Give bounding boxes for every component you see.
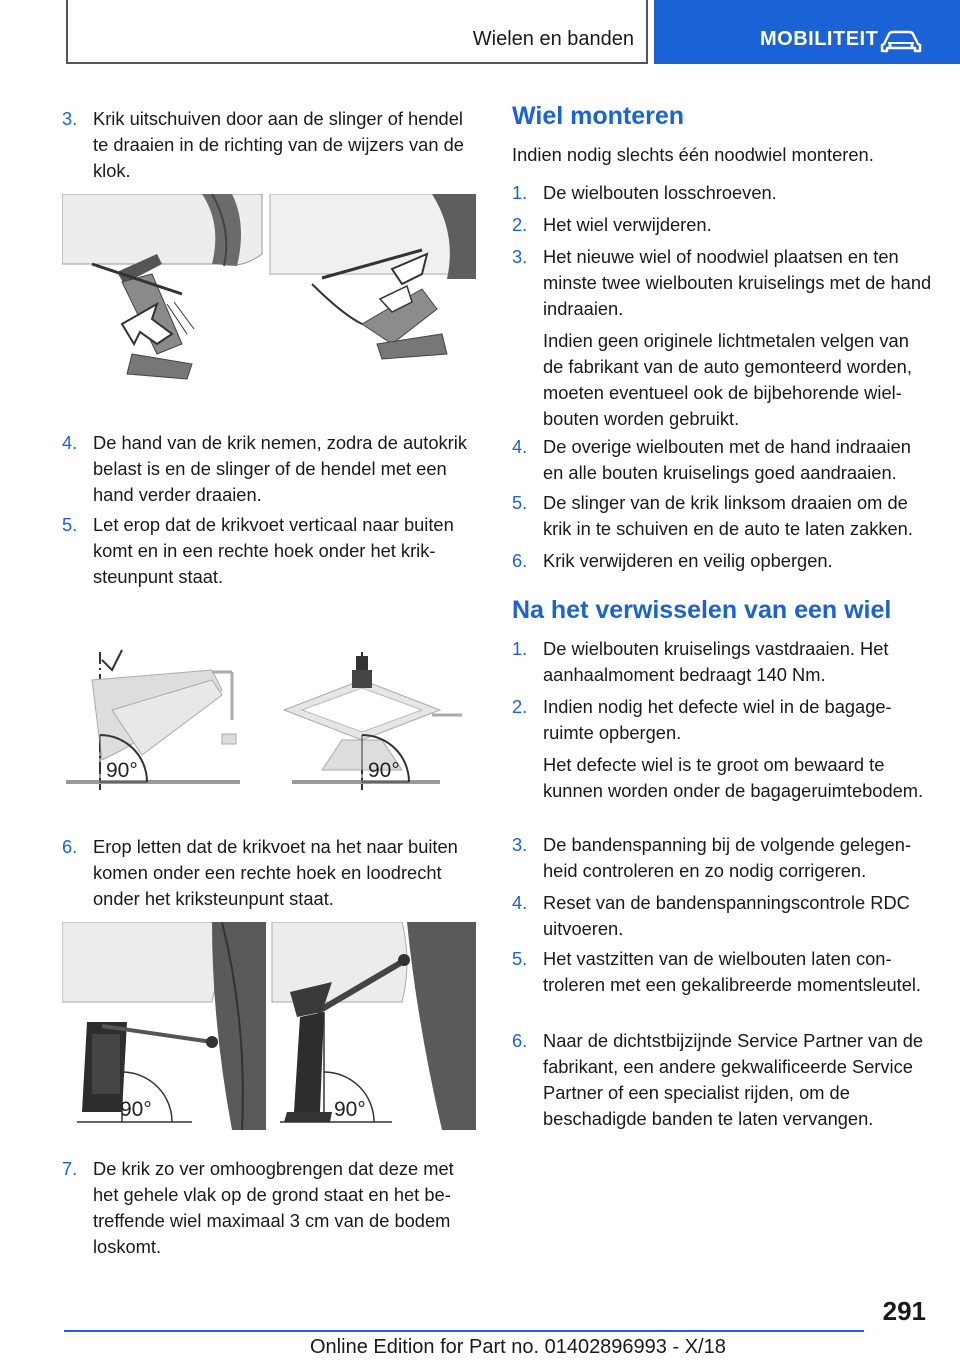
mount-step-1 xyxy=(512,180,932,206)
step-text: Let erop dat de krikvoet verticaal naar buiten komt en in een rechte hoek onder het kriksteunpunt staat. xyxy=(93,514,454,587)
chapter-title: MOBILITEIT xyxy=(760,28,879,50)
step-text: Erop letten dat de krikvoet na het naar buiten komen onder een rechte hoek en loodrecht onder het kriksteunpunt staat. xyxy=(93,836,458,909)
step-text: Krik verwijderen en veilig opbergen. xyxy=(543,550,833,571)
step-text: De bandenspanning bij de volgende gelegenheid controleren en zo nodig corrigeren. xyxy=(543,834,911,881)
angle-label: 90° xyxy=(106,759,138,782)
step-3-left xyxy=(62,106,482,184)
jack-angle-diagram xyxy=(62,640,476,790)
step-number: 6. xyxy=(512,550,528,571)
after-step-5 xyxy=(512,946,932,998)
step-text: Het nieuwe wiel of noodwiel plaatsen en ten minste twee wielbouten kruiselings met de hand indraaien. xyxy=(543,246,932,319)
section-intro: Indien nodig slechts één noodwiel monteren. xyxy=(512,144,874,165)
step-5-left xyxy=(62,512,482,590)
mount-step-3 xyxy=(512,244,932,432)
angle-label: 90° xyxy=(368,759,400,782)
step-number: 1. xyxy=(512,638,528,659)
car-icon xyxy=(880,30,922,54)
step-text: De krik zo ver omhoogbrengen dat deze met het gehele vlak op de grond staat en het betreffende wiel maximaal 3 cm van de bodem loskomt. xyxy=(93,1158,454,1257)
step-text: De wielbouten kruiselings vastdraaien. Het aanhaalmoment bedraagt 140 Nm. xyxy=(543,638,889,685)
step-7-left xyxy=(62,1156,482,1260)
step-number: 2. xyxy=(512,696,528,717)
angle-label: 90° xyxy=(120,1098,152,1121)
step-note: Indien geen originele lichtmetalen velgen van de fabrikant van de auto gemonteerd worden, moeten eventueel ook de bijbehorende wielbouten worden gebruikt. xyxy=(543,330,912,429)
step-number: 5. xyxy=(512,492,528,513)
step-number: 3. xyxy=(512,246,528,267)
section-heading-wiel-monteren: Wiel monteren xyxy=(512,102,685,130)
step-text: Krik uitschuiven door aan de slinger of hendel te draaien in de richting van de wijzers van de klok. xyxy=(93,108,464,181)
step-text: De slinger van de krik linksom draaien om de krik in te schuiven en de auto te laten zakken. xyxy=(543,492,913,539)
step-text: Naar de dichtstbijzijnde Service Partner van de fabrikant, een andere gekwalificeerde Service Partner of een specialist rijden, om de beschadigde banden te laten vervangen. xyxy=(543,1030,924,1129)
after-step-2 xyxy=(512,694,932,804)
mount-step-2 xyxy=(512,212,932,238)
footer-divider xyxy=(64,1330,864,1332)
step-number: 6. xyxy=(62,836,78,857)
step-number: 7. xyxy=(62,1158,78,1179)
page-number: 291 xyxy=(882,1296,926,1326)
section-title: Wielen en banden xyxy=(472,28,634,50)
page-header xyxy=(0,0,960,64)
mount-step-5 xyxy=(512,490,932,542)
step-text: Indien nodig het defecte wiel in de bagageruimte opbergen. xyxy=(543,696,892,743)
mount-step-4 xyxy=(512,434,932,486)
step-6-left xyxy=(62,834,482,912)
step-text: Het vastzitten van de wielbouten laten controleren met een gekalibreerde momentsleutel. xyxy=(543,948,922,995)
edition-text: Online Edition for Part no. 01402896993 - X/18 xyxy=(310,1336,726,1358)
angle-label: 90° xyxy=(334,1098,366,1121)
step-number: 4. xyxy=(512,892,528,913)
step-number: 3. xyxy=(62,108,78,129)
section-heading-na-verwisselen: Na het verwisselen van een wiel xyxy=(512,596,892,624)
step-number: 4. xyxy=(512,436,528,457)
after-step-4 xyxy=(512,890,932,942)
step-number: 5. xyxy=(62,514,78,535)
section-tab xyxy=(66,0,648,64)
after-step-6 xyxy=(512,1028,932,1132)
step-text: De overige wielbouten met de hand indraaien en alle bouten kruiselings goed aandraaien. xyxy=(543,436,911,483)
step-text: Reset van de bandenspanningscontrole RDC uitvoeren. xyxy=(543,892,910,939)
mount-step-6 xyxy=(512,548,932,574)
jack-extend-illustration xyxy=(62,194,476,382)
step-text: De hand van de krik nemen, zodra de autokrik belast is en de slinger of de hendel met een hand verder draaien. xyxy=(93,432,467,505)
step-number: 6. xyxy=(512,1030,528,1051)
jack-perpendicular-illustration xyxy=(62,922,476,1130)
step-number: 5. xyxy=(512,948,528,969)
step-note: Het defecte wiel is te groot om bewaard te kunnen worden onder de bagageruimtebodem. xyxy=(543,754,924,801)
step-number: 1. xyxy=(512,182,528,203)
after-step-1 xyxy=(512,636,932,688)
step-number: 2. xyxy=(512,214,528,235)
after-step-3 xyxy=(512,832,932,884)
step-4-left xyxy=(62,430,482,508)
step-text: Het wiel verwijderen. xyxy=(543,214,712,235)
step-number: 3. xyxy=(512,834,528,855)
step-text: De wielbouten losschroeven. xyxy=(543,182,777,203)
step-number: 4. xyxy=(62,432,78,453)
